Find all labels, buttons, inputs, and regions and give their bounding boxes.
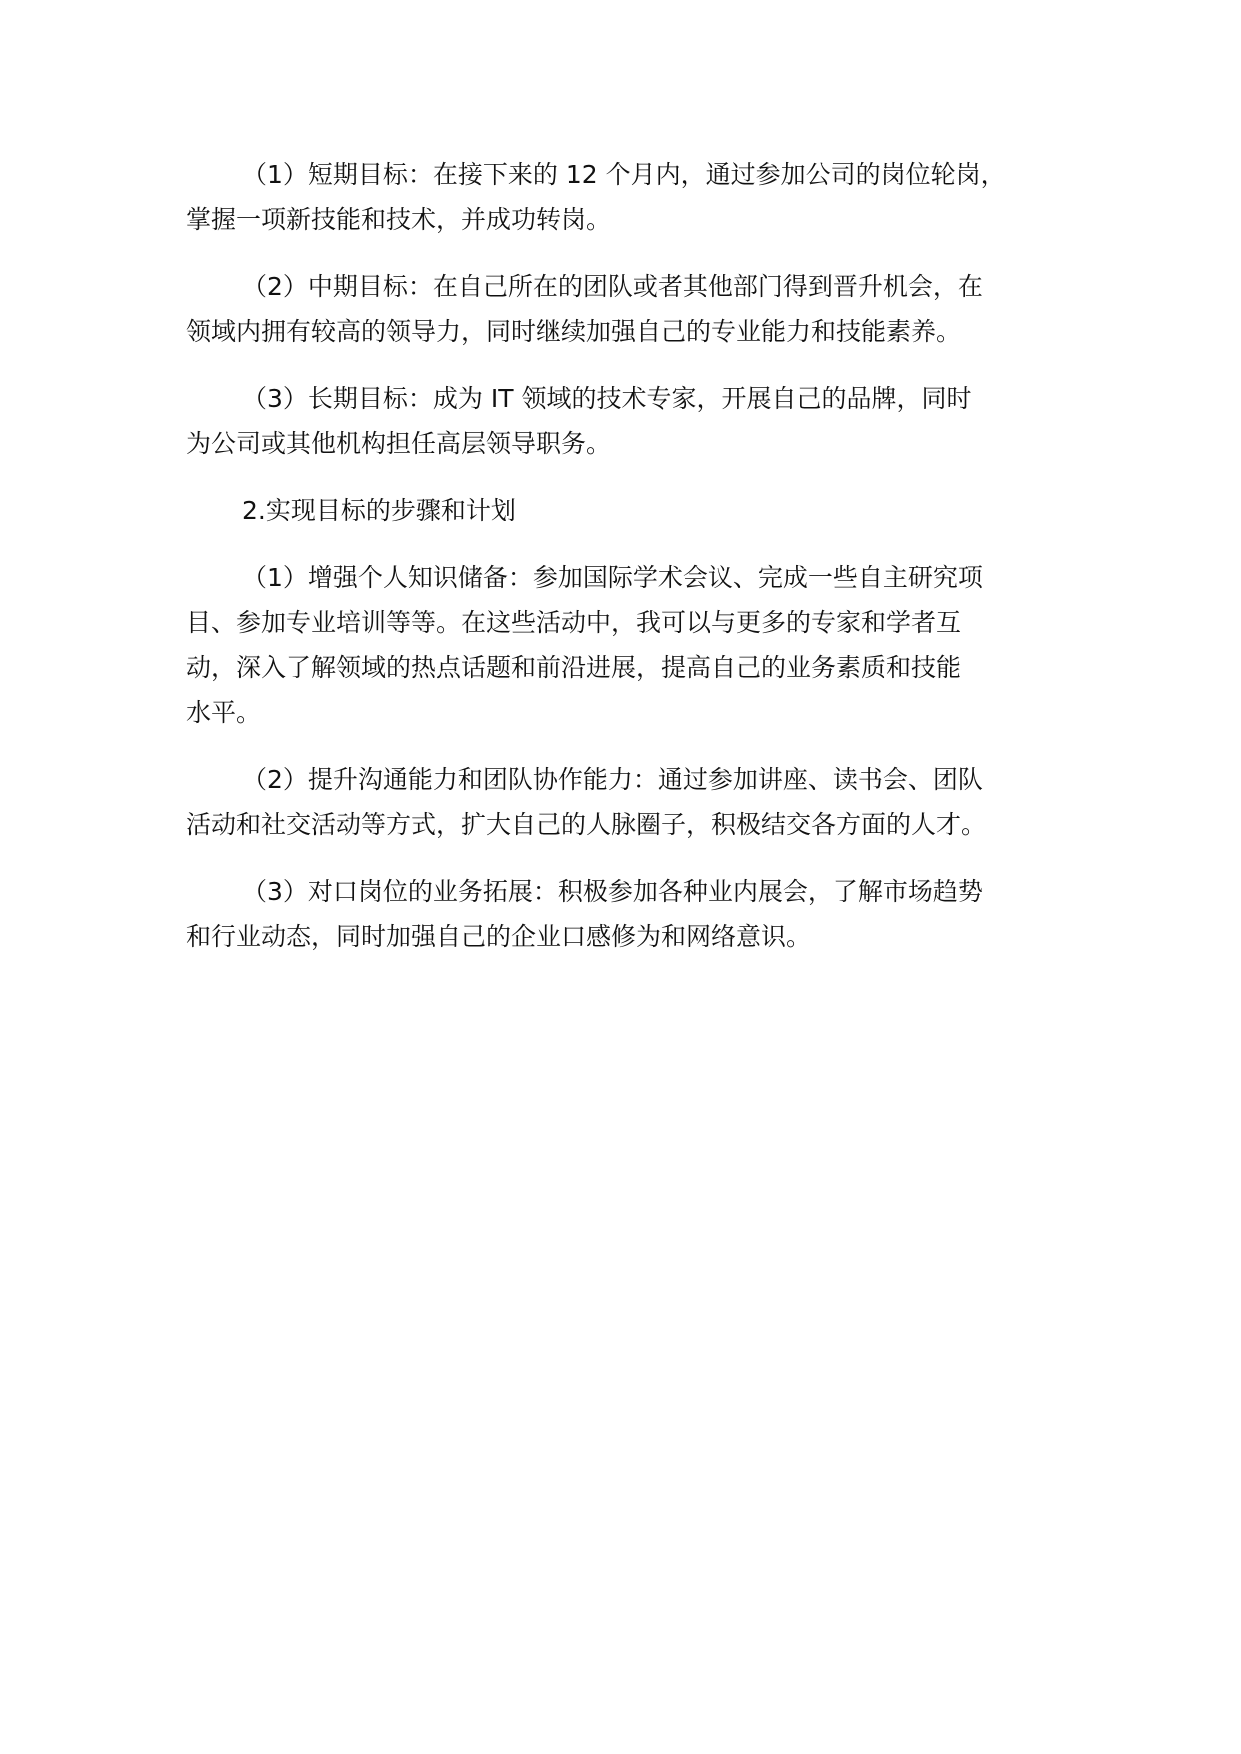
paragraph-knowledge-step [186, 555, 1086, 735]
paragraph-long-term-goal [186, 376, 1086, 466]
paragraph-business-step [186, 869, 1086, 959]
text-line: 领域内拥有较高的领导力，同时继续加强自己的专业能力和技能素养。 [186, 317, 962, 346]
paragraph-communication-step [186, 757, 1086, 847]
text-line: （3）对口岗位的业务拓展：积极参加各种业内展会，了解市场趋势 [242, 877, 983, 906]
text-line: 和行业动态，同时加强自己的企业口感修为和网络意识。 [186, 922, 812, 951]
text-line: （1）短期目标：在接下来的 12 个月内，通过参加公司的岗位轮岗， [242, 160, 1006, 189]
text-line: 水平。 [186, 698, 262, 727]
text-line: 动，深入了解领域的热点话题和前沿进展，提高自己的业务素质和技能 [186, 653, 962, 682]
text-line: （2）提升沟通能力和团队协作能力：通过参加讲座、读书会、团队 [242, 765, 983, 794]
text-line: 目、参加专业培训等等。在这些活动中，我可以与更多的专家和学者互 [186, 608, 962, 637]
document-body [186, 152, 1086, 981]
text-line: （1）增强个人知识储备：参加国际学术会议、完成一些自主研究项 [242, 563, 983, 592]
text-line: 掌握一项新技能和技术，并成功转岗。 [186, 205, 612, 234]
text-line: （2）中期目标：在自己所在的团队或者其他部门得到晋升机会，在 [242, 272, 983, 301]
paragraph-short-term-goal [186, 152, 1086, 242]
text-line: 为公司或其他机构担任高层领导职务。 [186, 429, 612, 458]
text-line: （3）长期目标：成为 IT 领域的技术专家，开展自己的品牌，同时 [242, 384, 972, 413]
paragraph-mid-term-goal [186, 264, 1086, 354]
section-heading [186, 488, 1086, 533]
heading-text: 2.实现目标的步骤和计划 [242, 496, 516, 525]
text-line: 活动和社交活动等方式，扩大自己的人脉圈子，积极结交各方面的人才。 [186, 810, 987, 839]
